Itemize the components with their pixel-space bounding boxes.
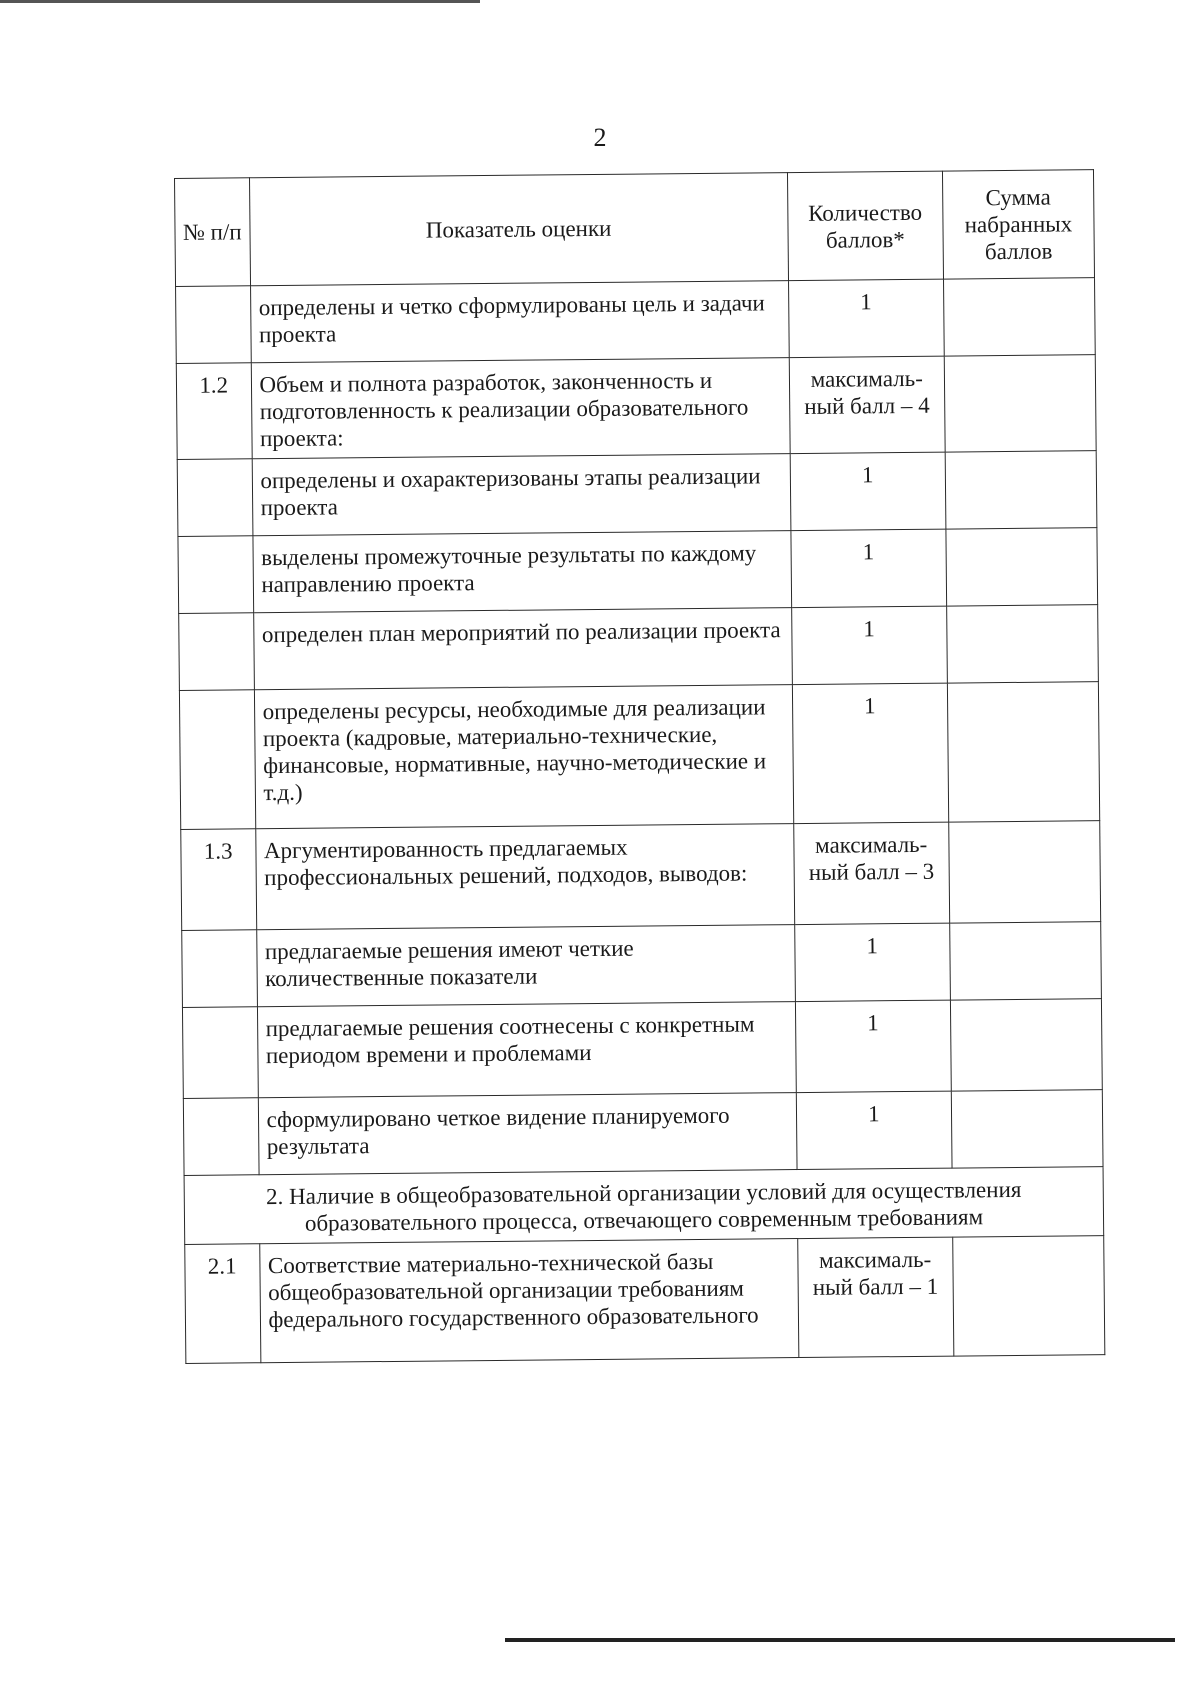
- row-num: [182, 930, 257, 1008]
- table-row: [176, 355, 1096, 460]
- row-num: [182, 1007, 257, 1099]
- table-row: [178, 528, 1098, 614]
- row-points: максималь-ный балл – 3: [793, 822, 949, 924]
- table-row: [182, 999, 1102, 1099]
- row-indicator: определены и четко сформулированы цель и задачи проекта: [250, 281, 789, 363]
- header-sum: Сумма набранных баллов: [942, 170, 1094, 279]
- row-sum: [947, 682, 1099, 822]
- row-points: 1: [795, 1000, 951, 1092]
- row-indicator: определены ресурсы, необходимые для реализации проекта (кадровые, материально-технические, финансовые, нормативные, научно-методические и т.д.): [254, 685, 793, 829]
- row-indicator: Аргументированность предлагаемых профессиональных решений, подходов, выводов:: [255, 824, 794, 930]
- row-indicator: определен план мероприятий по реализации проекта: [253, 608, 792, 690]
- page-number: 2: [593, 123, 607, 152]
- table-row: [185, 1236, 1105, 1364]
- table-row: [179, 682, 1099, 830]
- row-indicator: выделены промежуточные результаты по каждому направлению проекта: [252, 531, 791, 613]
- section-2-title: 2. Наличие в общеобразовательной организации условий для осуществления образовательного процесса, отвечающего современным требованиям: [184, 1167, 1104, 1245]
- row-num: [179, 613, 254, 691]
- section-row: [184, 1167, 1104, 1245]
- evaluation-table: [174, 169, 1105, 1364]
- row-sum: [951, 1090, 1103, 1168]
- header-points: Количество баллов*: [787, 171, 943, 280]
- row-num: [176, 286, 251, 364]
- header-num: № п/п: [175, 178, 251, 287]
- row-sum: [950, 922, 1102, 1000]
- row-sum: [943, 278, 1095, 356]
- row-sum: [947, 605, 1099, 683]
- row-num: 1.2: [176, 363, 251, 460]
- table-row: [182, 922, 1102, 1008]
- scan-edge-top: [0, 0, 480, 3]
- row-num: [183, 1098, 258, 1176]
- table-row: [181, 821, 1101, 931]
- row-points: 1: [790, 452, 946, 530]
- row-indicator: Объем и полнота разработок, законченность и подготовленность к реализации образовательного проекта:: [251, 358, 790, 459]
- row-sum: [953, 1236, 1105, 1356]
- table-header-row: [175, 170, 1095, 287]
- row-points: 1: [791, 529, 947, 607]
- table-row: [176, 278, 1096, 364]
- row-sum: [946, 528, 1098, 606]
- row-indicator: предлагаемые решения имеют четкие количественные показатели: [256, 925, 795, 1007]
- header-indicator: Показатель оценки: [249, 173, 788, 286]
- row-num: [177, 459, 252, 537]
- row-sum: [950, 999, 1102, 1091]
- row-indicator: определены и охарактеризованы этапы реализации проекта: [252, 454, 791, 536]
- row-sum: [949, 821, 1101, 923]
- row-points: 1: [796, 1091, 952, 1169]
- row-points: максималь-ный балл – 4: [789, 356, 945, 453]
- row-points: максималь-ный балл – 1: [797, 1237, 953, 1357]
- row-indicator: Соответствие материально-технической базы общеобразовательной организации требованиям федерального государственного образовательного: [259, 1239, 798, 1363]
- row-indicator: сформулировано четкое видение планируемого результата: [258, 1093, 797, 1175]
- row-num: 2.1: [185, 1244, 261, 1364]
- scan-edge-bottom: [505, 1638, 1175, 1642]
- table-row: [177, 451, 1097, 537]
- row-sum: [944, 355, 1096, 452]
- table-row: [179, 605, 1099, 691]
- row-num: [178, 536, 253, 614]
- row-points: 1: [788, 279, 944, 357]
- evaluation-table-wrapper: [174, 169, 1105, 1364]
- table-row: [183, 1090, 1103, 1176]
- row-points: 1: [794, 923, 950, 1001]
- row-indicator: предлагаемые решения соотнесены с конкретным периодом времени и проблемами: [257, 1002, 796, 1098]
- row-num: [179, 690, 255, 830]
- row-num: 1.3: [181, 829, 256, 931]
- row-points: 1: [791, 606, 947, 684]
- row-points: 1: [792, 683, 949, 823]
- row-sum: [945, 451, 1097, 529]
